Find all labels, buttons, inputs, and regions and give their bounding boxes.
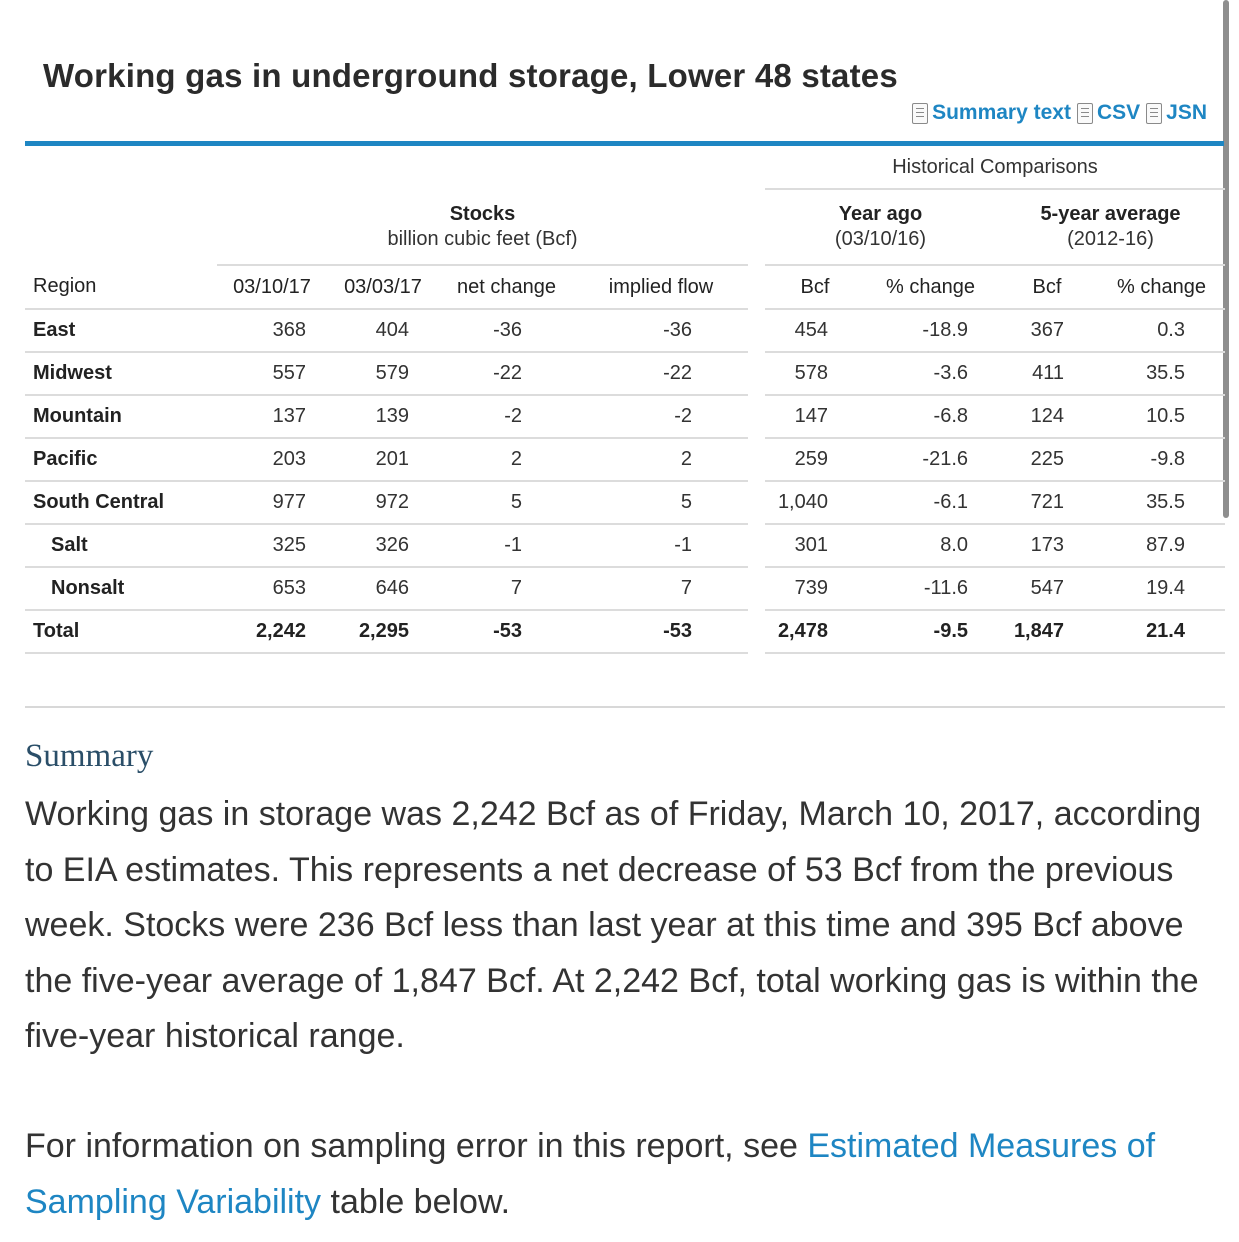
section-divider [25, 706, 1225, 708]
cell-year-ago-bcf: 301 [765, 524, 865, 567]
cell-five-year-bcf: 721 [996, 481, 1098, 524]
cell-net-change: -1 [439, 524, 574, 567]
cell-five-year-bcf: 225 [996, 438, 1098, 481]
cell-five-year-pct: 35.5 [1098, 352, 1225, 395]
cell-five-year-pct: 0.3 [1098, 309, 1225, 352]
cell-year-ago-bcf: 578 [765, 352, 865, 395]
cell-year-ago-bcf: 147 [765, 395, 865, 438]
summary-text-link[interactable] [912, 101, 1071, 125]
csv-link[interactable] [1077, 101, 1140, 125]
five-year-group-header [996, 189, 1225, 265]
cell-previous-week: 2,295 [327, 610, 439, 653]
column-header-net-change: net change [439, 265, 574, 309]
cell-five-year-bcf: 367 [996, 309, 1098, 352]
cell-previous-week: 201 [327, 438, 439, 481]
cell-year-ago-pct: -3.6 [865, 352, 996, 395]
row-region: Midwest [25, 352, 217, 395]
cell-implied-flow: -1 [574, 524, 748, 567]
sampling-info-prefix: For information on sampling error in this report, see [25, 1127, 808, 1165]
row-region: Nonsalt [25, 567, 217, 610]
column-header-previous-week: 03/03/17 [327, 265, 439, 309]
json-link-label[interactable]: JSN [1166, 101, 1207, 124]
cell-year-ago-bcf: 1,040 [765, 481, 865, 524]
column-header-implied-flow: implied flow [574, 265, 748, 309]
storage-table [25, 146, 1225, 654]
row-region: Total [25, 610, 217, 653]
column-header-region: Region [25, 265, 217, 309]
cell-current-week: 368 [217, 309, 327, 352]
cell-net-change: -2 [439, 395, 574, 438]
cell-year-ago-pct: -9.5 [865, 610, 996, 653]
cell-five-year-bcf: 1,847 [996, 610, 1098, 653]
cell-implied-flow: 2 [574, 438, 748, 481]
column-header-five-year-bcf: Bcf [996, 265, 1098, 309]
column-header-five-year-pct: % change [1098, 265, 1225, 309]
cell-current-week: 325 [217, 524, 327, 567]
historical-comparisons-header: Historical Comparisons [765, 146, 1225, 189]
five-year-subtitle: (2012-16) [1067, 228, 1154, 250]
cell-current-week: 2,242 [217, 610, 327, 653]
cell-previous-week: 579 [327, 352, 439, 395]
cell-year-ago-pct: -11.6 [865, 567, 996, 610]
table-row [25, 352, 1225, 395]
cell-year-ago-pct: -21.6 [865, 438, 996, 481]
document-icon [1146, 103, 1162, 124]
table-row [25, 395, 1225, 438]
cell-implied-flow: -36 [574, 309, 748, 352]
stocks-group-header [217, 189, 748, 265]
cell-net-change: 2 [439, 438, 574, 481]
sampling-info-suffix: table below. [321, 1182, 511, 1221]
cell-current-week: 653 [217, 567, 327, 610]
cell-year-ago-pct: 8.0 [865, 524, 996, 567]
cell-implied-flow: -53 [574, 610, 748, 653]
cell-net-change: -53 [439, 610, 574, 653]
cell-five-year-pct: 87.9 [1098, 524, 1225, 567]
summary-text: Working gas in storage was 2,242 Bcf as of Friday, March 10, 2017, according to EIA estimates. This represents a net decrease of 53 Bcf from the previous week. Stocks were 236 Bcf less than last year at this time and 395 Bcf above the five-year average of 1,847 Bcf. At 2,242 Bcf, total working gas is within the five-year historical range. [25, 795, 1202, 1055]
cell-implied-flow: 7 [574, 567, 748, 610]
cell-five-year-pct: 10.5 [1098, 395, 1225, 438]
cell-net-change: 7 [439, 567, 574, 610]
cell-five-year-pct: -9.8 [1098, 438, 1225, 481]
cell-net-change: 5 [439, 481, 574, 524]
column-header-current-week: 03/10/17 [217, 265, 327, 309]
cell-implied-flow: -2 [574, 395, 748, 438]
sampling-variability-link[interactable]: Estimated Measures of Sampling Variability [25, 1127, 1156, 1221]
cell-five-year-pct: 35.5 [1098, 481, 1225, 524]
stocks-subtitle: billion cubic feet (Bcf) [387, 227, 578, 250]
cell-previous-week: 972 [327, 481, 439, 524]
cell-year-ago-bcf: 259 [765, 438, 865, 481]
five-year-title: 5-year average [1040, 203, 1181, 225]
cell-five-year-bcf: 173 [996, 524, 1098, 567]
cell-five-year-pct: 19.4 [1098, 567, 1225, 610]
row-region: East [25, 309, 217, 352]
cell-current-week: 977 [217, 481, 327, 524]
table-row [25, 524, 1225, 567]
table-row [25, 481, 1225, 524]
cell-year-ago-pct: -18.9 [865, 309, 996, 352]
cell-previous-week: 326 [327, 524, 439, 567]
page-title: Working gas in underground storage, Lower 48 states [43, 57, 898, 94]
row-region: Pacific [25, 438, 217, 481]
row-region: Salt [25, 524, 217, 567]
cell-year-ago-bcf: 739 [765, 567, 865, 610]
cell-current-week: 137 [217, 395, 327, 438]
download-links [906, 101, 1207, 125]
year-ago-subtitle: (03/10/16) [834, 228, 927, 250]
csv-link-label[interactable]: CSV [1096, 101, 1141, 124]
cell-implied-flow: -22 [574, 352, 748, 395]
table-row [25, 567, 1225, 610]
table-row [25, 309, 1225, 352]
year-ago-title: Year ago [838, 203, 923, 225]
cell-previous-week: 404 [327, 309, 439, 352]
summary-text-link-label[interactable]: Summary text [932, 101, 1071, 124]
cell-five-year-bcf: 547 [996, 567, 1098, 610]
stocks-title: Stocks [449, 202, 516, 225]
sampling-info [25, 1119, 1225, 1230]
cell-current-week: 203 [217, 438, 327, 481]
json-link[interactable] [1146, 101, 1207, 125]
cell-year-ago-pct: -6.1 [865, 481, 996, 524]
cell-five-year-pct: 21.4 [1098, 610, 1225, 653]
cell-current-week: 557 [217, 352, 327, 395]
summary-heading: Summary [25, 738, 154, 774]
row-region: Mountain [25, 395, 217, 438]
document-icon [1077, 103, 1093, 124]
document-icon [912, 103, 928, 124]
cell-previous-week: 139 [327, 395, 439, 438]
cell-five-year-bcf: 411 [996, 352, 1098, 395]
year-ago-group-header [765, 189, 996, 265]
table-row [25, 438, 1225, 481]
cell-five-year-bcf: 124 [996, 395, 1098, 438]
cell-net-change: -22 [439, 352, 574, 395]
column-header-year-ago-bcf: Bcf [765, 265, 865, 309]
cell-previous-week: 646 [327, 567, 439, 610]
cell-implied-flow: 5 [574, 481, 748, 524]
table-row [25, 610, 1225, 653]
cell-year-ago-bcf: 454 [765, 309, 865, 352]
cell-year-ago-pct: -6.8 [865, 395, 996, 438]
cell-year-ago-bcf: 2,478 [765, 610, 865, 653]
row-region: South Central [25, 481, 217, 524]
cell-net-change: -36 [439, 309, 574, 352]
column-header-year-ago-pct: % change [865, 265, 996, 309]
